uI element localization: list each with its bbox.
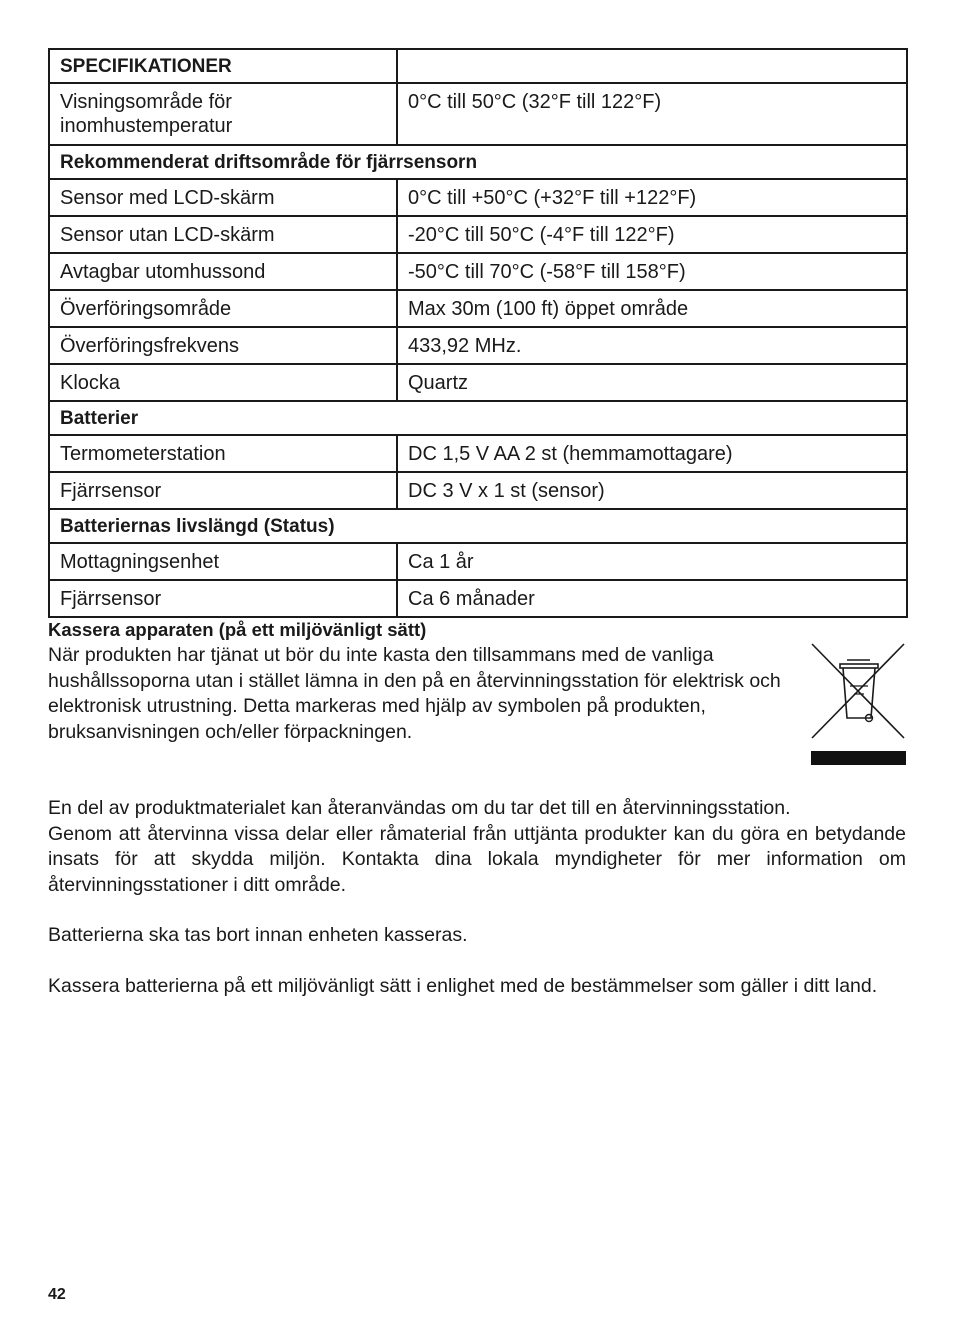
paragraph-text: Genom att återvinna vissa delar eller råmaterial från uttjänta produkter kan du göra en betydande insats för att skydda miljön. Kontakta dina lokala myndigheter för mer information om återvinningsstationer i ditt område. [48,822,906,896]
spec-value: DC 1,5 V AA 2 st (hemmamottagare) [397,435,907,472]
battery-life-heading: Batteriernas livslängd (Status) [49,509,907,543]
spec-label: Klocka [49,364,397,401]
specifications-table [48,48,908,618]
table-header-row [49,49,907,83]
table-row [49,83,907,145]
spec-value: Ca 1 år [397,543,907,580]
spec-label: Visningsområde för inomhustemperatur [49,83,397,145]
spec-value: -50°C till 70°C (-58°F till 158°F) [397,253,907,290]
crossed-out-wheelie-bin-icon [810,642,906,767]
spec-value: Ca 6 månader [397,580,907,617]
page-number: 42 [48,1286,66,1303]
section-header-row [49,509,907,543]
disposal-paragraph-1 [48,643,808,745]
spec-value: -20°C till 50°C (-4°F till 122°F) [397,216,907,253]
batteries-heading: Batterier [49,401,907,435]
spec-value: 433,92 MHz. [397,327,907,364]
spec-value: 0°C till 50°C (32°F till 122°F) [397,83,907,145]
spec-label: Fjärrsensor [49,472,397,509]
disposal-paragraph-2 [48,796,906,898]
spec-label: Sensor med LCD-skärm [49,179,397,216]
spec-label: Mottagningsenhet [49,543,397,580]
spec-label: Avtagbar utomhussond [49,253,397,290]
section-header-row [49,401,907,435]
table-row [49,472,907,509]
recommended-range-heading: Rekommenderat driftsområde för fjärrsensorn [49,145,907,179]
table-row [49,364,907,401]
disposal-paragraph-3: Batterierna ska tas bort innan enheten kasseras. [48,924,468,946]
disposal-paragraph-4: Kassera batterierna på ett miljövänligt sätt i enlighet med de bestämmelser som gäller i ditt land. [48,975,878,997]
empty-header-cell [397,49,907,83]
table-row [49,327,907,364]
spec-label: Överföringsfrekvens [49,327,397,364]
spec-label: Termometerstation [49,435,397,472]
spec-value: 0°C till +50°C (+32°F till +122°F) [397,179,907,216]
specifications-heading: SPECIFIKATIONER [49,49,397,83]
paragraph-text: elektronisk utrustning. Detta markeras med hjälp av symbolen på produkten, bruksanvisningen och/eller förpackningen. [48,695,706,743]
spec-label: Överföringsområde [49,290,397,327]
spec-label: Sensor utan LCD-skärm [49,216,397,253]
paragraph-text: En del av produktmaterialet kan återanvändas om du tar det till en återvinningsstation. [48,797,791,819]
table-row [49,179,907,216]
table-row [49,253,907,290]
paragraph-text: När produkten har tjänat ut bör du inte kasta den tillsammans med de vanliga hushållssoporna utan i stället lämna in den på en återvinningsstation för elektrisk och [48,644,781,692]
spec-value: Quartz [397,364,907,401]
table-row [49,580,907,617]
table-row [49,435,907,472]
table-row [49,290,907,327]
spec-label: Fjärrsensor [49,580,397,617]
spec-value: Max 30m (100 ft) öppet område [397,290,907,327]
spec-value: DC 3 V x 1 st (sensor) [397,472,907,509]
disposal-heading: Kassera apparaten (på ett miljövänligt sätt) [48,619,427,640]
table-row [49,543,907,580]
table-row [49,216,907,253]
section-header-row [49,145,907,179]
